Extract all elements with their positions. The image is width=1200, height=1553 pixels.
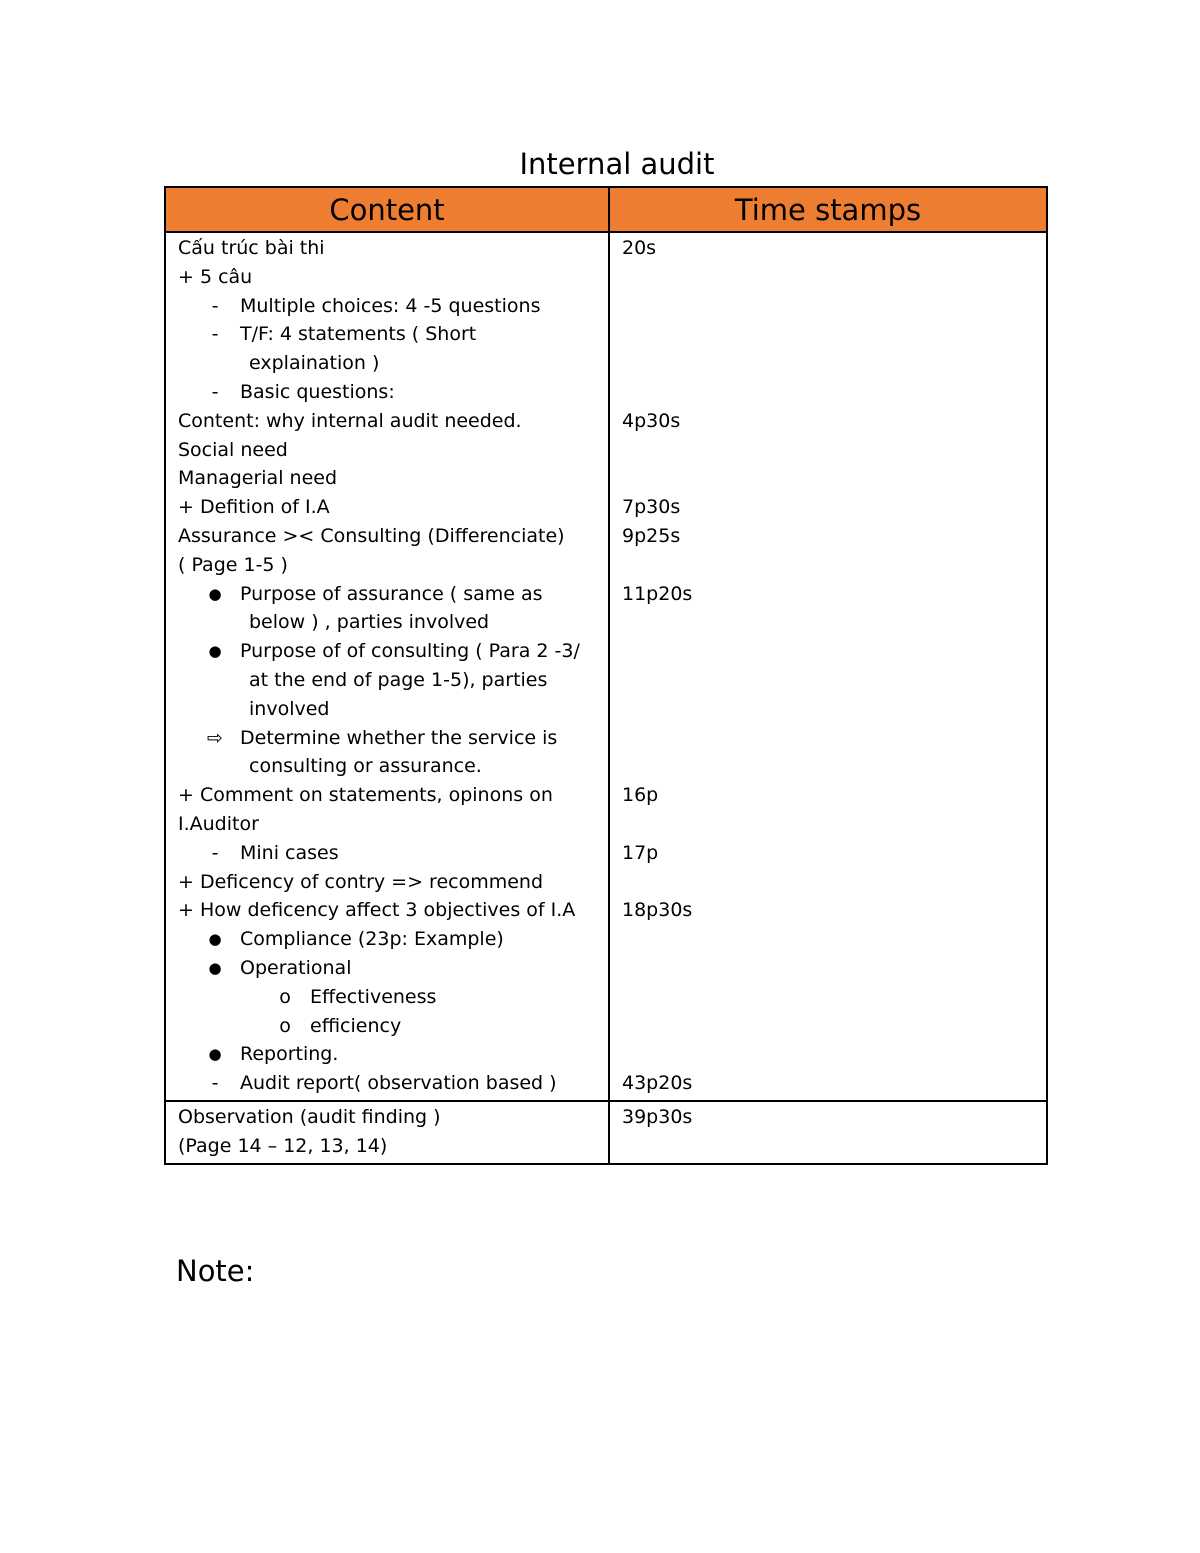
bullet-icon: ●: [208, 1045, 222, 1064]
list-item-continuation: involved: [249, 697, 330, 720]
content-line: + 5 câu: [178, 265, 253, 288]
list-item: - T/F: 4 statements ( Short: [178, 320, 608, 349]
content-line: + How deficency affect 3 objectives of I.A: [178, 899, 576, 922]
content-line: + Comment on statements, opinons on: [178, 784, 553, 807]
content-line: Content: why internal audit needed.: [178, 409, 522, 432]
circle-icon: o: [279, 985, 291, 1008]
sub-list-item: o efficiency: [178, 1012, 608, 1041]
timestamp: 39p30s: [622, 1105, 693, 1128]
dash-icon: -: [211, 323, 219, 346]
timestamp: 20s: [622, 237, 657, 259]
content-line: + Defition of I.A: [178, 496, 330, 519]
arrow-right-icon: ⇨: [207, 726, 223, 749]
timestamp: 17p: [622, 841, 659, 864]
timestamp: [622, 349, 1046, 378]
list-item: - Audit report( observation based ): [178, 1069, 608, 1098]
table-row: [165, 232, 1047, 1101]
timestamp: [622, 1012, 1046, 1041]
timestamp: 11p20s: [622, 582, 693, 605]
dash-icon: -: [211, 841, 219, 864]
content-line: ( Page 1-5 ): [178, 553, 288, 576]
time-column-header: Time stamps: [609, 187, 1047, 232]
circle-icon: o: [279, 1014, 291, 1037]
content-line: Assurance >< Consulting (Differenciate): [178, 524, 565, 547]
timestamp: [622, 954, 1046, 983]
timestamp: [622, 320, 1046, 349]
timestamp: [622, 436, 1046, 465]
list-item: - Basic questions:: [178, 378, 608, 407]
list-item-continuation: explaination ): [249, 352, 380, 375]
content-line: Cấu trúc bài thi: [178, 237, 325, 259]
content-line: Managerial need: [178, 467, 338, 490]
list-item: - Multiple choices: 4 -5 questions: [178, 292, 608, 321]
content-column-header: Content: [165, 187, 609, 232]
dash-icon: -: [211, 294, 219, 317]
bullet-icon: ●: [208, 958, 222, 977]
timestamp: [622, 983, 1046, 1012]
timestamp: [622, 666, 1046, 695]
timestamp: [622, 292, 1046, 321]
timestamp: 18p30s: [622, 899, 693, 922]
note-label: Note:: [176, 1254, 255, 1288]
timestamp: 9p25s: [622, 524, 681, 547]
timestamp: 16p: [622, 784, 659, 807]
list-item: ● Operational: [178, 954, 608, 983]
timestamp: [622, 551, 1046, 580]
timestamp: 7p30s: [622, 496, 681, 519]
content-line: I.Auditor: [178, 812, 259, 835]
list-item: ⇨ Determine whether the service is: [178, 724, 608, 753]
audit-table: [164, 186, 1048, 1165]
bullet-icon: ●: [208, 642, 222, 661]
content-line: + Deficency of contry => recommend: [178, 870, 544, 893]
list-item: ● Purpose of of consulting ( Para 2 -3/: [178, 637, 608, 666]
timestamp: [622, 1132, 1046, 1161]
list-item: ● Compliance (23p: Example): [178, 925, 608, 954]
content-cell: [165, 232, 609, 1101]
page-title: Internal audit: [519, 147, 715, 181]
sub-list-item: o Effectiveness: [178, 983, 608, 1012]
bullet-icon: ●: [208, 584, 222, 603]
timestamp: [622, 868, 1046, 897]
content-line: (Page 14 – 12, 13, 14): [178, 1134, 388, 1157]
timestamp: [622, 724, 1046, 753]
timestamp: [622, 464, 1046, 493]
timestamp: 4p30s: [622, 409, 681, 432]
list-item-continuation: below ) , parties involved: [249, 611, 490, 634]
timestamp: [622, 637, 1046, 666]
bullet-icon: ●: [208, 930, 222, 949]
timestamp: 43p20s: [622, 1072, 693, 1095]
time-cell: [609, 232, 1047, 1101]
timestamp: [622, 925, 1046, 954]
dash-icon: -: [211, 1072, 219, 1095]
list-item: ● Reporting.: [178, 1040, 608, 1069]
content-cell: [165, 1101, 609, 1164]
content-line: Observation (audit finding ): [178, 1105, 441, 1128]
time-cell: [609, 1101, 1047, 1164]
timestamp: [622, 378, 1046, 407]
list-item-continuation: at the end of page 1-5), parties: [249, 668, 548, 691]
timestamp: [622, 695, 1046, 724]
list-item-continuation: consulting or assurance.: [249, 755, 482, 778]
table-row: [165, 1101, 1047, 1164]
list-item: ● Purpose of assurance ( same as: [178, 580, 608, 609]
timestamp: [622, 1040, 1046, 1069]
timestamp: [622, 752, 1046, 781]
timestamp: [622, 608, 1046, 637]
content-line: Social need: [178, 438, 288, 461]
table-header-row: [165, 187, 1047, 232]
list-item: - Mini cases: [178, 839, 608, 868]
timestamp: [622, 810, 1046, 839]
dash-icon: -: [211, 380, 219, 403]
timestamp: [622, 263, 1046, 292]
